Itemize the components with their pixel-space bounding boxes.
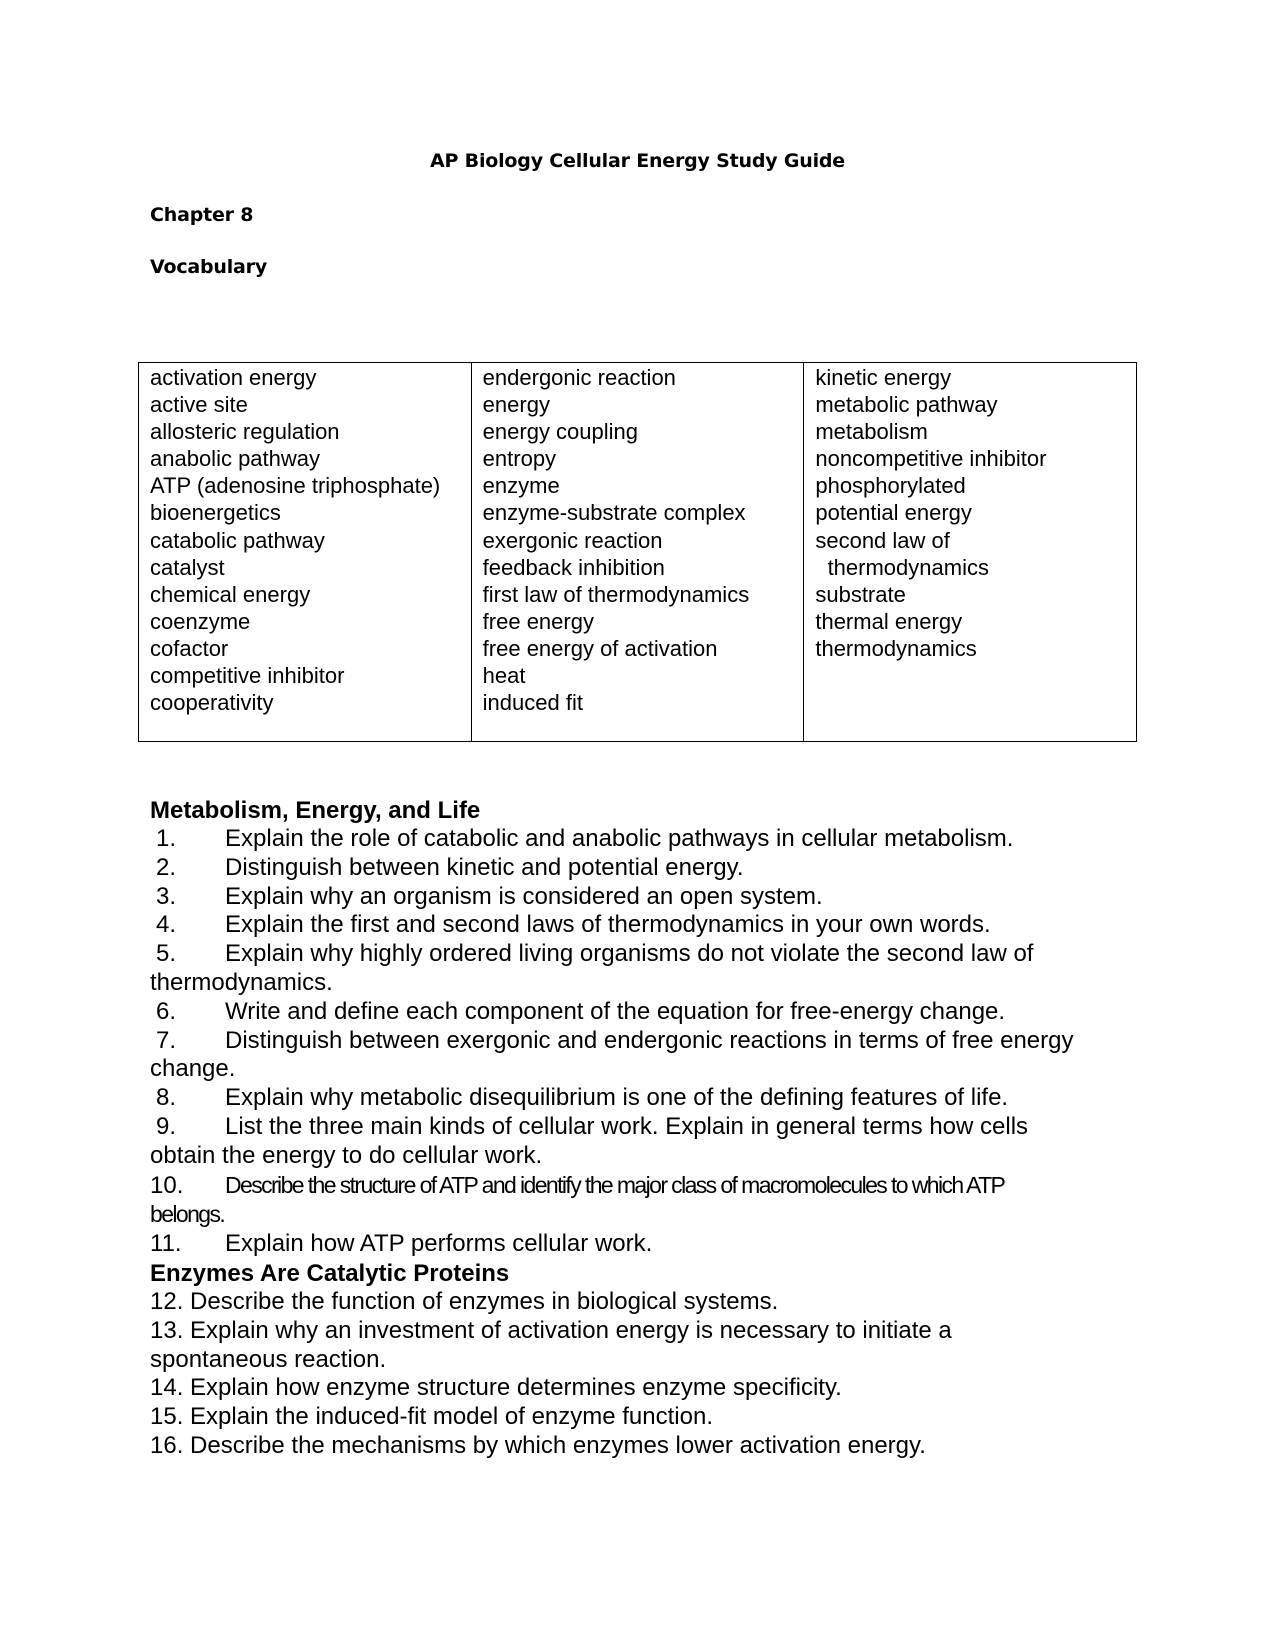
question-number: 3. bbox=[156, 882, 177, 910]
vocabulary-term: first law of thermodynamics bbox=[482, 581, 750, 607]
question-text: Explain how ATP performs cellular work. bbox=[225, 1230, 653, 1258]
section-heading-metabolism: Metabolism, Energy, and Life bbox=[150, 797, 481, 824]
question-text-continued: thermodynamics. bbox=[150, 968, 333, 996]
question-item bbox=[150, 998, 1150, 1027]
question-item bbox=[150, 1113, 1150, 1142]
question-list-metabolism bbox=[150, 825, 1150, 1259]
vocabulary-term: anabolic pathway bbox=[150, 446, 321, 472]
question-text: Explain why highly ordered living organisms do not violate the second law of bbox=[225, 940, 1034, 968]
question-number: 8. bbox=[156, 1084, 177, 1112]
vocabulary-term: enzyme bbox=[482, 473, 560, 499]
vocabulary-term: entropy bbox=[482, 446, 557, 472]
vocabulary-term: allosteric regulation bbox=[150, 419, 340, 445]
vocabulary-term: bioenergetics bbox=[150, 500, 281, 526]
question-text: Explain why metabolic disequilibrium is one of the defining features of life. bbox=[225, 1084, 1009, 1112]
question-text: List the three main kinds of cellular work. Explain in general terms how cells bbox=[225, 1112, 1029, 1140]
study-questions bbox=[150, 796, 1150, 1461]
vocabulary-term: catabolic pathway bbox=[150, 527, 325, 553]
document-title: AP Biology Cellular Energy Study Guide bbox=[430, 150, 845, 172]
vocabulary-term: ATP (adenosine triphosphate) bbox=[150, 473, 441, 499]
question-item bbox=[150, 1027, 1150, 1056]
vocabulary-term: heat bbox=[482, 663, 526, 689]
vocabulary-term: thermal energy bbox=[815, 608, 963, 634]
vocabulary-term: free energy of activation bbox=[482, 635, 718, 661]
vocabulary-term: cooperativity bbox=[150, 690, 274, 716]
question-number: 10. bbox=[150, 1171, 184, 1199]
vocabulary-term: competitive inhibitor bbox=[150, 663, 345, 689]
question-number: 7. bbox=[156, 1026, 177, 1054]
vocabulary-term: catalyst bbox=[150, 554, 225, 580]
question-text: Explain the role of catabolic and anabolic pathways in cellular metabolism. bbox=[225, 825, 1014, 852]
question-item bbox=[150, 825, 1150, 854]
question-number: 11. bbox=[150, 1230, 182, 1258]
vocabulary-term: coenzyme bbox=[150, 608, 251, 634]
question-list-enzymes bbox=[150, 1288, 1150, 1461]
question-text: Explain the first and second laws of thermodynamics in your own words. bbox=[225, 911, 991, 939]
question-number: 6. bbox=[156, 997, 177, 1025]
question-number: 9. bbox=[156, 1112, 177, 1140]
question-item: 13. Explain why an investment of activation energy is necessary to initiate a bbox=[150, 1316, 952, 1344]
question-text-continued: spontaneous reaction. bbox=[150, 1345, 387, 1373]
question-item: 15. Explain the induced-fit model of enzyme function. bbox=[150, 1403, 713, 1431]
vocabulary-column-2 bbox=[472, 363, 805, 741]
section-heading-enzymes: Enzymes Are Catalytic Proteins bbox=[150, 1259, 510, 1287]
chapter-heading: Chapter 8 bbox=[150, 204, 254, 226]
question-item bbox=[150, 883, 1150, 912]
question-number: 4. bbox=[156, 911, 177, 939]
question-item bbox=[150, 940, 1150, 969]
question-item bbox=[150, 1230, 1150, 1259]
vocabulary-term: metabolism bbox=[815, 419, 928, 445]
vocabulary-term: exergonic reaction bbox=[482, 527, 663, 553]
vocabulary-term: potential energy bbox=[815, 500, 972, 526]
question-item bbox=[150, 911, 1150, 940]
question-text: Describe the structure of ATP and identify the major class of macromolecules to which ATP bbox=[225, 1171, 1005, 1198]
vocabulary-table bbox=[138, 362, 1137, 742]
question-text-continued: obtain the energy to do cellular work. bbox=[150, 1141, 543, 1169]
question-text-continued: change. bbox=[150, 1055, 236, 1083]
vocabulary-term: energy coupling bbox=[482, 419, 639, 445]
question-item bbox=[150, 854, 1150, 883]
vocabulary-term: cofactor bbox=[150, 635, 229, 661]
question-text: Distinguish between exergonic and endergonic reactions in terms of free energy bbox=[225, 1026, 1074, 1054]
vocabulary-term: energy bbox=[482, 392, 550, 418]
question-text: Explain why an organism is considered an open system. bbox=[225, 882, 823, 910]
question-number: 5. bbox=[156, 940, 177, 968]
vocabulary-column-1 bbox=[139, 363, 472, 741]
question-text: Distinguish between kinetic and potential energy. bbox=[225, 853, 744, 881]
vocabulary-term: endergonic reaction bbox=[482, 365, 676, 390]
vocabulary-term: thermodynamics bbox=[815, 554, 989, 580]
vocabulary-term: chemical energy bbox=[150, 581, 311, 607]
question-item: 16. Describe the mechanisms by which enzymes lower activation energy. bbox=[150, 1431, 926, 1459]
question-text-continued: belongs. bbox=[150, 1201, 225, 1228]
vocabulary-term: phosphorylated bbox=[815, 473, 966, 499]
vocabulary-term: free energy bbox=[482, 608, 594, 634]
question-text: Write and define each component of the equation for free-energy change. bbox=[225, 997, 1006, 1025]
vocabulary-column-3 bbox=[804, 363, 1136, 741]
question-item: 14. Explain how enzyme structure determines enzyme specificity. bbox=[150, 1374, 842, 1402]
vocabulary-term: induced fit bbox=[482, 690, 583, 716]
question-item bbox=[150, 1084, 1150, 1113]
vocabulary-term: second law of bbox=[815, 527, 950, 553]
vocabulary-term: metabolic pathway bbox=[815, 392, 998, 418]
vocabulary-term: substrate bbox=[815, 581, 906, 607]
vocabulary-term: enzyme-substrate complex bbox=[482, 500, 746, 526]
vocabulary-term: thermodynamics bbox=[815, 635, 977, 661]
vocabulary-term: active site bbox=[150, 392, 248, 418]
question-number: 2. bbox=[156, 853, 177, 881]
question-item: 12. Describe the function of enzymes in biological systems. bbox=[150, 1287, 779, 1315]
vocabulary-term: feedback inhibition bbox=[482, 554, 665, 580]
vocabulary-heading: Vocabulary bbox=[150, 256, 268, 278]
vocabulary-term: noncompetitive inhibitor bbox=[815, 446, 1047, 472]
question-item bbox=[150, 1171, 1150, 1201]
question-number: 1. bbox=[156, 825, 177, 852]
vocabulary-term: kinetic energy bbox=[815, 365, 952, 390]
vocabulary-term: activation energy bbox=[150, 365, 317, 390]
